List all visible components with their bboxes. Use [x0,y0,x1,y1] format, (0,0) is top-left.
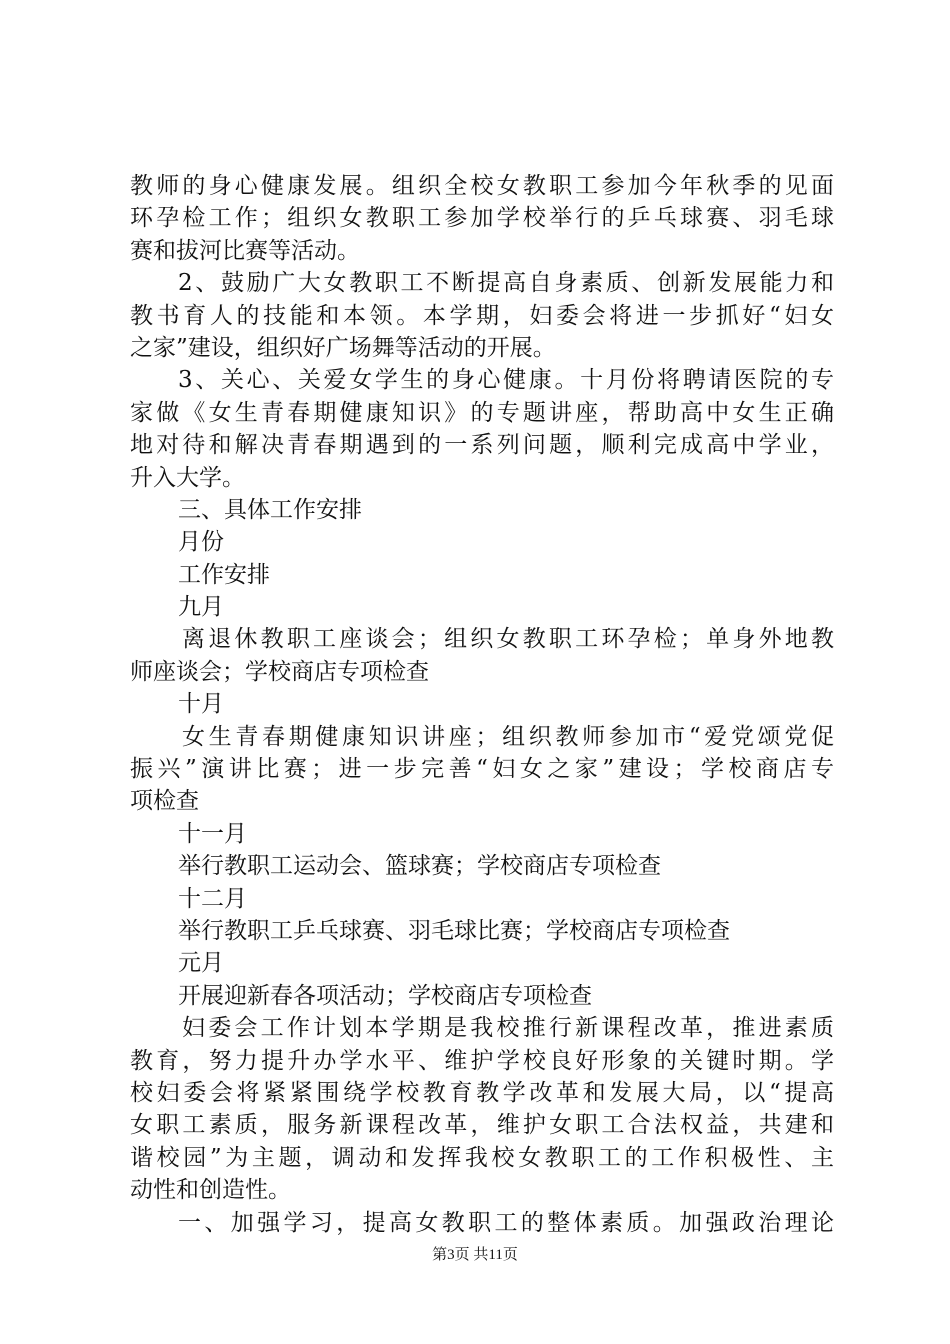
text-line: 教师的身心健康发展。组织全校女教职工参加今年秋季的见面 [130,173,834,199]
text-line: 2、鼓励广大女教职工不断提高自身素质、创新发展能力和 [178,270,834,297]
text-line: 三、具体工作安排 [178,496,362,523]
text-line: 月份 [178,529,224,556]
text-line: 十一月 [178,820,247,847]
text-line: 举行教职工运动会、篮球赛；学校商店专项检查 [178,853,661,880]
text-line: 妇委会工作计划本学期是我校推行新课程改革，推进素质 [182,1015,834,1042]
text-line: 之家”建设，组织好广场舞等活动的开展。 [130,334,556,361]
text-line: 师座谈会；学校商店专项检查 [130,658,429,685]
text-line: 九月 [178,594,224,621]
text-line: 赛和拔河比赛等活动。 [130,237,360,264]
text-line: 3、关心、关爱女学生的身心健康。十月份将聘请医院的专 [178,367,834,394]
text-line: 环孕检工作；组织女教职工参加学校举行的乒乓球赛、羽毛球 [130,205,834,232]
text-line: 一、加强学习，提高女教职工的整体素质。加强政治理论 [178,1209,834,1236]
text-line: 教书育人的技能和本领。本学期，妇委会将进一步抓好“妇女 [130,302,834,329]
text-line: 十二月 [178,885,247,912]
text-line: 工作安排 [178,561,270,588]
text-line: 项检查 [130,788,199,815]
text-line: 升入大学。 [130,464,245,491]
text-line: 地对待和解决青春期遇到的一系列问题，顺利完成高中学业， [130,432,834,459]
page-footer: 第3页 共11页 [432,1247,518,1263]
text-line: 动性和创造性。 [130,1177,291,1204]
text-line: 十月 [178,691,224,718]
text-line: 校妇委会将紧紧围绕学校教育教学改革和发展大局，以“提高 [130,1079,834,1106]
text-line: 谐校园”为主题，调动和发挥我校女教职工的工作积极性、主 [130,1144,834,1171]
text-line: 开展迎新春各项活动；学校商店专项检查 [178,982,592,1009]
text-line: 振兴”演讲比赛；进一步完善“妇女之家”建设；学校商店专 [130,756,834,783]
text-line: 家做《女生青春期健康知识》的专题讲座，帮助高中女生正确 [130,399,834,426]
document-page [130,170,834,1239]
text-line: 离退休教职工座谈会；组织女教职工环孕检；单身外地教 [182,626,834,653]
text-line: 女职工素质，服务新课程改革，维护女职工合法权益，共建和 [130,1112,834,1139]
text-line: 元月 [178,950,224,977]
text-line: 教育，努力提升办学水平、维护学校良好形象的关键时期。学 [130,1047,834,1074]
text-line: 举行教职工乒乓球赛、羽毛球比赛；学校商店专项检查 [178,917,730,944]
text-line: 女生青春期健康知识讲座；组织教师参加市“爱党颂党促 [182,723,834,750]
